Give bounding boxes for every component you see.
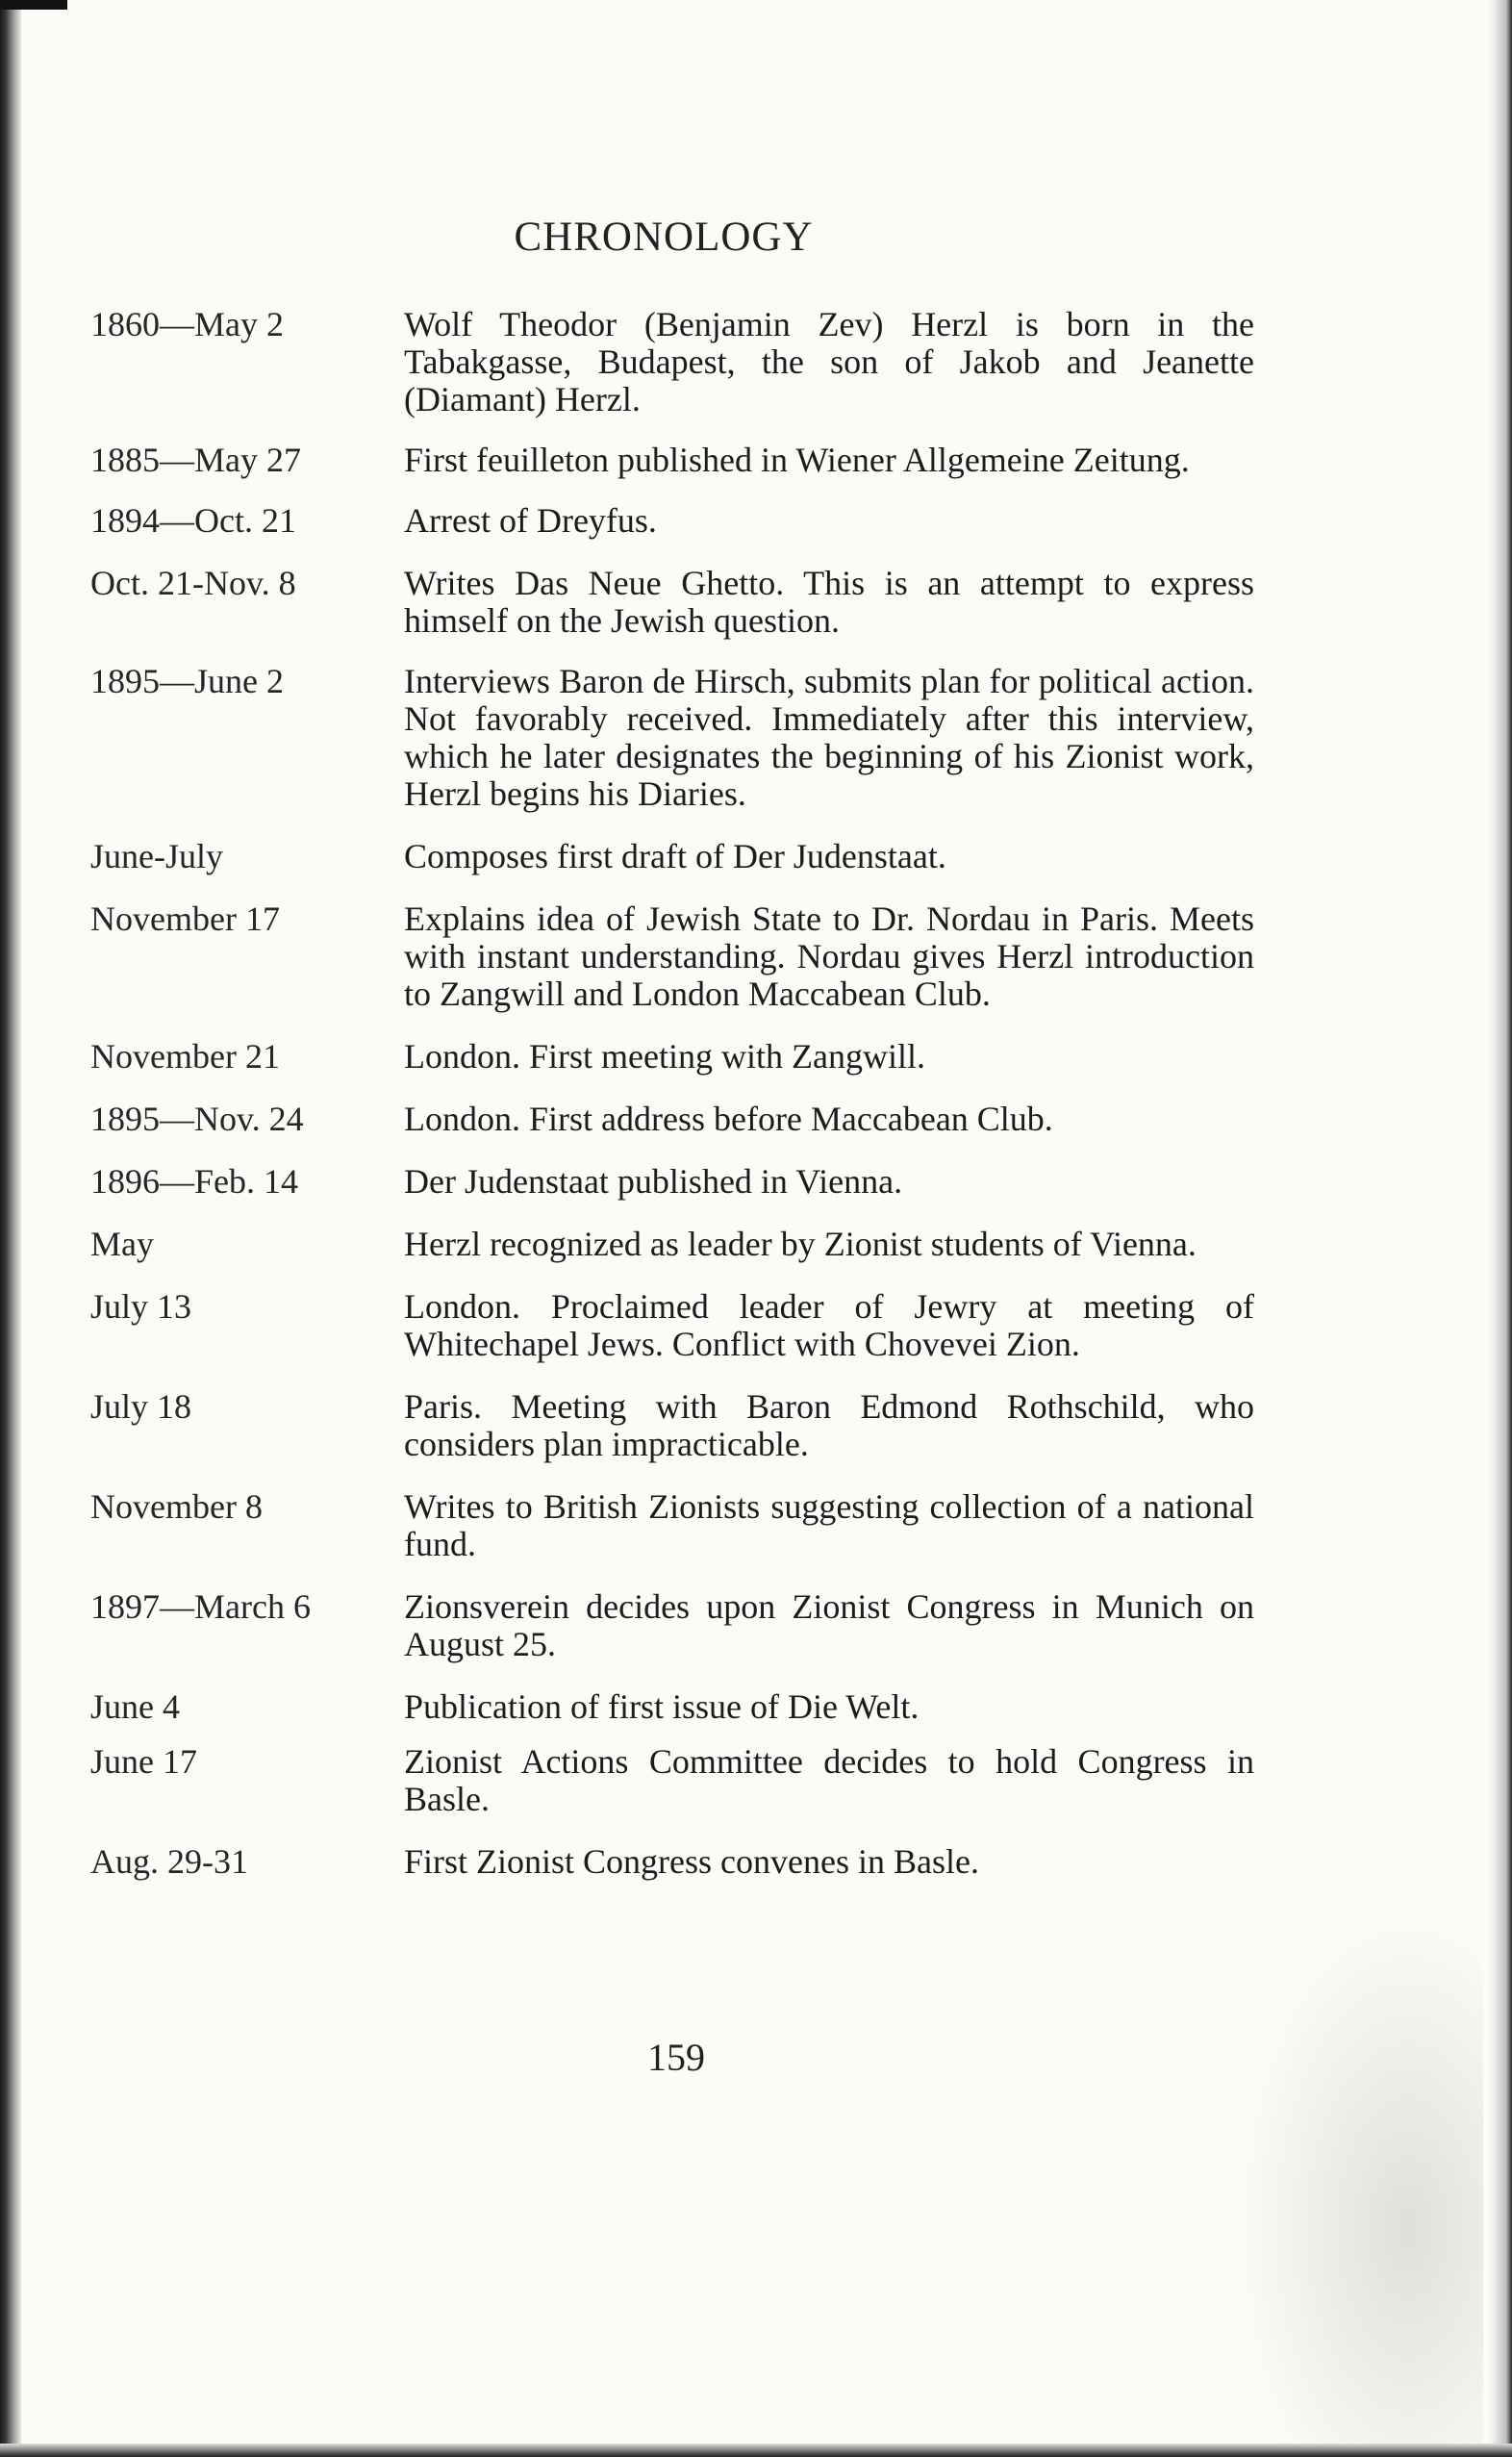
entry-text: Herzl recognized as leader by Zionist students of Vienna. xyxy=(404,1225,1197,1263)
entry-date: November 21 xyxy=(90,1037,280,1076)
page-number: 159 xyxy=(647,2036,705,2079)
chronology-entry xyxy=(90,1488,1254,1563)
chronology-entry xyxy=(90,1688,1254,1726)
chronology-entry xyxy=(90,1226,1254,1263)
scan-smudge xyxy=(1233,1905,1483,2444)
chronology-entry xyxy=(90,1743,1254,1818)
entry-date: Aug. 29-31 xyxy=(90,1842,248,1881)
chronology-entry xyxy=(90,1388,1254,1463)
entry-text: London. Proclaimed leader of Jewry at meeting of Whitechapel Jews. Conflict with Chovevei Zion. xyxy=(404,1287,1254,1363)
entry-text: Composes first draft of Der Judenstaat. xyxy=(404,837,946,875)
entry-text: First feuilleton published in Wiener Allgemeine Zeitung. xyxy=(404,441,1190,479)
entry-text: Wolf Theodor (Benjamin Zev) Herzl is born in the Tabakgasse, Budapest, the son of Jakob and Jeanette (Diamant) Herzl. xyxy=(404,305,1254,418)
entry-text: Interviews Baron de Hirsch, submits plan for political action. Not favorably received. Immediately after this interview, which he later designates the beginning of his Zionist work, Herzl begins his Diaries. xyxy=(404,662,1254,813)
entry-date: 1896—Feb. 14 xyxy=(90,1162,298,1201)
entry-date: 1897—March 6 xyxy=(90,1587,311,1626)
chronology-entry xyxy=(90,663,1254,813)
entry-date: June-July xyxy=(90,837,223,875)
chronology-entry xyxy=(90,1843,1254,1881)
entry-date: November 17 xyxy=(90,899,280,938)
entry-date: Oct. 21-Nov. 8 xyxy=(90,564,296,602)
chronology-list xyxy=(90,306,1254,1881)
entry-date: 1860—May 2 xyxy=(90,305,284,343)
entry-date: July 18 xyxy=(90,1387,192,1426)
chronology-entry xyxy=(90,565,1254,640)
entry-date: July 13 xyxy=(90,1287,192,1326)
entry-date: 1895—June 2 xyxy=(90,662,284,700)
chronology-entry xyxy=(90,1038,1254,1076)
entry-text: London. First address before Maccabean Club. xyxy=(404,1100,1053,1138)
chronology-entry xyxy=(90,1163,1254,1201)
binding-shadow xyxy=(0,0,21,2457)
entry-text: Zionist Actions Committee decides to hold Congress in Basle. xyxy=(404,1742,1254,1818)
entry-text: Explains idea of Jewish State to Dr. Nordau in Paris. Meets with instant understanding. Nordau gives Herzl introduction to Zangwill and London Maccabean Club. xyxy=(404,899,1254,1013)
chronology-entry xyxy=(90,838,1254,875)
chronology-entry xyxy=(90,1288,1254,1363)
page-title: CHRONOLOGY xyxy=(514,215,814,260)
entry-date: 1895—Nov. 24 xyxy=(90,1100,304,1138)
entry-date: 1885—May 27 xyxy=(90,441,301,479)
chronology-entry xyxy=(90,1588,1254,1663)
entry-text: Publication of first issue of Die Welt. xyxy=(404,1687,920,1726)
page-right-edge xyxy=(1487,0,1512,2457)
chronology-entry xyxy=(90,1101,1254,1138)
entry-text: Zionsverein decides upon Zionist Congress in Munich on August 25. xyxy=(404,1587,1254,1663)
entry-date: November 8 xyxy=(90,1487,263,1526)
entry-text: London. First meeting with Zangwill. xyxy=(404,1037,925,1076)
entry-date: 1894—Oct. 21 xyxy=(90,501,296,540)
chronology-entry xyxy=(90,900,1254,1013)
scan-corner-mark xyxy=(0,0,67,10)
entry-text: Writes to British Zionists suggesting collection of a national fund. xyxy=(404,1487,1254,1563)
entry-date: May xyxy=(90,1225,154,1263)
chronology-entry xyxy=(90,502,1254,540)
chronology-entry xyxy=(90,442,1254,479)
entry-text: First Zionist Congress convenes in Basle. xyxy=(404,1842,979,1881)
entry-text: Der Judenstaat published in Vienna. xyxy=(404,1162,903,1201)
entry-text: Paris. Meeting with Baron Edmond Rothschild, who considers plan impracticable. xyxy=(404,1387,1254,1463)
entry-date: June 4 xyxy=(90,1687,180,1726)
entry-text: Writes Das Neue Ghetto. This is an attempt to express himself on the Jewish question. xyxy=(404,564,1254,640)
page-bottom-edge xyxy=(0,2444,1512,2457)
chronology-entry xyxy=(90,306,1254,418)
entry-date: June 17 xyxy=(90,1742,197,1781)
entry-text: Arrest of Dreyfus. xyxy=(404,501,657,540)
